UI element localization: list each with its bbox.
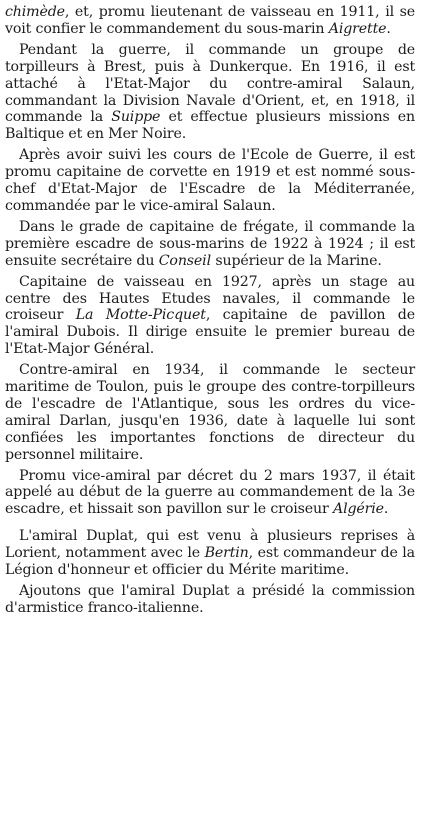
paragraph-contre-amiral xyxy=(5,362,415,463)
paragraph-armistice xyxy=(5,583,415,617)
paragraph-capitaine-de-fregate xyxy=(5,219,415,270)
italic-title-text: Bertin xyxy=(204,545,249,562)
paragraph-text: , capitaine de pavillon de l'amiral Dubois. Il dirige ensuite le premier bureau de l'Etat-Major Général. xyxy=(5,307,415,358)
article-column xyxy=(5,4,415,621)
paragraph-text: Après avoir suivi les cours de l'Ecole de Guerre, il est promu capitaine de corvette en 1919 et est nommé sous-chef d'Etat-Major de l'Escadre de la Méditerranée, commandée par le vice-amiral Salaun. xyxy=(5,147,415,214)
paragraph-text: Pendant la guerre, il commande un groupe de torpilleurs à Brest, puis à Dunkerque. En 1916, il est attaché à l'Etat-Major du contre-amiral Salaun, commandant la Division Navale d'Orient, et, en 1918, il commande la xyxy=(5,41,415,126)
paragraph-text: Capitaine de vaisseau en 1927, après un stage au centre des Hautes Etudes navales, il commande le croiseur xyxy=(5,273,415,324)
italic-title-text: La Motte-Picquet xyxy=(75,307,206,324)
paragraph-text: , est commandeur de la Légion d'honneur et officier du Mérite maritime. xyxy=(5,545,415,579)
paragraph-text: supérieur de la Marine. xyxy=(210,252,382,269)
italic-title-text: chimède xyxy=(5,4,65,20)
paragraph-text: . xyxy=(383,501,389,518)
paragraph-career-start xyxy=(5,4,415,38)
paragraph-lorient xyxy=(5,528,415,579)
paragraph-war-service xyxy=(5,42,415,143)
italic-title-text: Algérie xyxy=(332,501,384,518)
paragraph-text: L'amiral Duplat, qui est venu à plusieurs reprises à Lorient, notamment avec le xyxy=(5,528,415,562)
italic-title-text: Conseil xyxy=(158,252,211,269)
paragraph-text: et effectue plusieurs missions en Baltique et en Mer Noire. xyxy=(5,109,415,143)
italic-title-text: Aigrette xyxy=(328,20,387,37)
paragraph-text: . xyxy=(386,20,391,37)
paragraph-text: Promu vice-amiral par décret du 2 mars 1937, il était appelé au début de la guerre au commandement de la 3e escadre, et hissait son pavillon sur le croiseur xyxy=(5,467,415,518)
paragraph-capitaine-de-vaisseau xyxy=(5,274,415,359)
paragraph-text: Ajoutons que l'amiral Duplat a présidé la commission d'armistice franco-italienne. xyxy=(5,583,415,616)
paragraph-text: Dans le grade de capitaine de frégate, il commande la première escadre de sous-marins de 1922 à 1924 ; il est ensuite secrétaire du xyxy=(5,218,415,269)
paragraph-vice-amiral xyxy=(5,468,415,519)
paragraph-ecole-de-guerre xyxy=(5,147,415,215)
paragraph-text: Contre-amiral en 1934, il commande le secteur maritime de Toulon, puis le groupe des contre-torpilleurs de l'escadre de l'Atlantique, sous les ordres du vice-amiral Darlan, jusqu'en 1936, date à laquelle lui sont confiées les importantes fonctions de directeur du personnel militaire. xyxy=(5,362,415,463)
italic-title-text: Suippe xyxy=(111,109,161,126)
paragraph-text: , et, promu lieutenant de vaisseau en 1911, il se voit confier le commandement du sous-marin xyxy=(5,4,415,37)
